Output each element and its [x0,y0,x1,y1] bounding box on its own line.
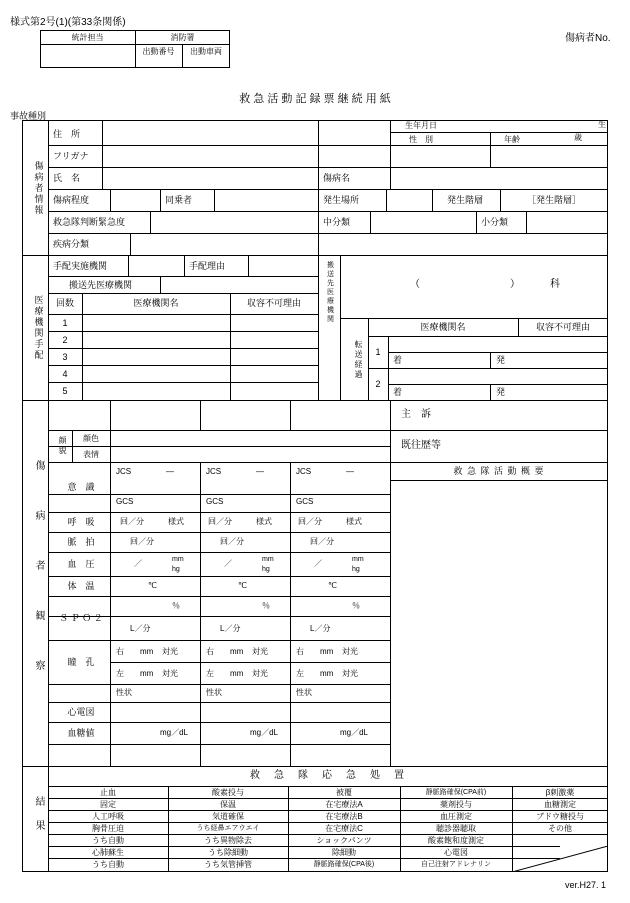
treatment-item[interactable]: 心肺蘇生 [92,847,124,857]
pupil-left-3: 左 [296,669,304,678]
pupil-label: 瞳 孔 [67,656,95,667]
divider [48,744,390,745]
arrive-label-1: 着 [393,355,403,365]
divider [110,662,390,663]
pupil-right-3: 右 [296,647,304,656]
resp-unit-3: 回／分 [298,517,322,526]
medical-side-label: 医療機関手配 [33,295,44,361]
birth-suffix: 生 [598,120,606,129]
property-1: 性状 [116,688,132,697]
patient-info-side-label: 傷病者情報 [33,160,44,216]
o2-unit-2: L／分 [220,624,241,633]
divider [390,167,391,189]
transfer-no-accept-reason-label: 収容不可理由 [535,322,590,332]
treatment-item[interactable]: β刺激薬 [545,787,575,797]
pupil-reaction-l3: 対光 [342,669,358,678]
arrangement-label: 手配実施機関 [53,260,108,271]
divider [290,400,291,430]
furigana-label: フリガナ [53,150,89,161]
bp-unit-top-1: mm [172,556,184,563]
treatment-item[interactable]: 保温 [220,799,236,809]
treatment-item[interactable]: 心電図 [444,847,468,857]
institution-name-label: 医療機関名 [133,298,179,308]
bp-slash-3: ／ [314,559,322,568]
divider [48,430,608,431]
bp-unit-bottom-1: hg [172,566,180,573]
medical-row-num: 2 [62,334,68,345]
treatment-item[interactable]: うち気管挿管 [204,859,252,869]
o2-unit-1: L／分 [130,624,151,633]
pupil-left-1: 左 [116,669,124,678]
temp-unit-2: ℃ [238,581,247,590]
divider [318,120,319,255]
face-color-label: 顔色 [83,433,99,443]
divider [200,462,201,766]
pupil-right-2: 右 [206,647,214,656]
treatment-item[interactable]: うち自動 [92,859,124,869]
divider [110,189,111,211]
divider [110,400,111,430]
severity-label: 傷病程度 [53,194,90,205]
address-label: 住 所 [53,128,81,139]
treatment-title: 救 急 隊 応 急 処 置 [250,770,406,781]
treatment-item[interactable]: ショックパンツ [316,835,372,845]
pupil-mm-3: mm [320,647,334,656]
divider [200,400,201,430]
divider [214,189,215,211]
spo2-unit-1: ％ [172,601,180,610]
medical-row-num: 4 [62,368,68,379]
transport-dest-label: 搬送先医療機関 [69,279,133,290]
treatment-item[interactable]: 被覆 [336,787,352,797]
jcs-label-2: JCS [206,467,222,476]
patient-number-label: 傷病者No. [565,33,611,44]
treatment-item[interactable]: 酸素飽和度測定 [428,835,484,845]
divider [40,44,135,45]
crossout-diagonal [512,846,608,872]
pupil-reaction-2: 対光 [252,647,268,656]
observation-side-label: 傷病者観察 [33,460,44,710]
pulse-unit-2: 回／分 [220,537,244,546]
bs-unit-1: mg／dL [160,728,189,737]
property-3: 性状 [296,688,312,697]
sex-label: 性 別 [409,135,433,144]
bp-unit-top-3: mm [352,556,364,563]
treatment-item[interactable]: 静脈路確保(CPA前) [425,789,487,796]
divider [390,120,391,167]
medical-row-num: 1 [62,317,68,328]
dispatch-no-label: 出動番号 [142,47,175,56]
gcs-label-3: GCS [296,497,314,506]
divider [150,211,151,233]
onset-floor-bracket-label: ［発生階層］ [526,194,581,205]
resp-unit-1: 回／分 [120,517,144,526]
divider [110,430,111,462]
divider [48,684,390,685]
birth-label: 生年月日 [405,121,437,130]
pupil-mm-l2: mm [230,669,244,678]
divider [390,480,608,481]
pupil-reaction-l1: 対光 [162,669,178,678]
treatment-item[interactable]: 聴診器聴取 [436,823,476,833]
divider [290,462,291,766]
onset-floor-label: 発生階層 [446,194,483,205]
jcs-label-3: JCS [296,467,312,476]
resp-unit-2: 回／分 [208,517,232,526]
treatment-item[interactable]: 在宅療法B [325,811,363,821]
pupil-reaction-l2: 対光 [252,669,268,678]
mid-class-label: 中分類 [323,216,351,227]
age-label: 年齢 [504,135,520,144]
dest-vertical-label: 搬送先医療機関 [326,261,334,324]
pupil-reaction-1: 対光 [162,647,178,656]
medical-row-num: 3 [62,351,68,362]
divider [476,211,477,233]
bp-unit-bottom-3: hg [352,566,360,573]
pulse-label: 脈 拍 [67,536,95,547]
resp-pattern-3: 様式 [346,517,362,526]
divider [370,211,371,233]
transfer-institution-name-label: 医療機関名 [420,322,466,332]
bp-slash-1: ／ [134,559,142,568]
version-label: ver.H27. 1 [565,880,607,890]
resp-pattern-2: 様式 [256,517,272,526]
property-2: 性状 [206,688,222,697]
transfer-row-num: 1 [375,347,381,357]
pulse-unit-3: 回／分 [310,537,334,546]
respiration-label: 呼 吸 [67,516,95,527]
transfer-row-num: 2 [375,379,381,389]
treatment-item[interactable]: 固定 [100,799,116,809]
divider [48,276,318,277]
disease-class-label: 疾病分類 [53,238,90,249]
divider [388,384,608,385]
treatment-item[interactable]: 血圧測定 [440,811,472,821]
arrive-label-2: 着 [393,387,403,397]
depart-label-1: 発 [496,355,506,365]
pupil-right-1: 右 [116,647,124,656]
divider [390,400,391,766]
divider [48,314,318,315]
divider [318,255,319,400]
form-title: 救 急 活 動 記 録 票 継 続 用 紙 [239,92,391,105]
dispatch-vehicle-label: 出動車両 [190,47,222,56]
treatment-item[interactable]: 静脈路確保(CPA後) [313,861,375,868]
bp-unit-bottom-2: hg [262,566,270,573]
treatment-item[interactable]: 在宅療法C [325,823,363,833]
treatment-item[interactable]: 止血 [100,787,116,797]
form-number: 様式第2号(1)(第33条関係) [10,17,126,28]
depart-label-2: 発 [496,387,506,397]
divider [490,384,491,400]
divider [128,255,129,276]
spo2-unit-3: ％ [352,601,360,610]
divider [48,382,318,383]
consciousness-label: 意 識 [67,481,95,492]
divider [248,255,249,276]
transfer-vertical-label: 転送経過 [354,340,363,380]
pupil-reaction-3: 対光 [342,647,358,656]
treatment-item[interactable]: うち自動 [92,835,124,845]
divider [110,462,111,766]
accident-type-label: 事故種別 [10,111,47,121]
medical-row-num: 5 [62,385,68,396]
pupil-mm-l3: mm [320,669,334,678]
divider [48,348,318,349]
name-label: 氏 名 [53,172,81,183]
pulse-unit-1: 回／分 [130,537,154,546]
expression-label: 表情 [83,449,99,459]
arrangement-reason-label: 手配理由 [189,260,226,271]
gcs-label-1: GCS [116,497,134,506]
pupil-mm-1: mm [140,647,154,656]
bp-label: 血 圧 [67,558,95,569]
divider [48,120,49,255]
blood-sugar-label: 血糖値 [67,727,95,738]
appearance-label: 顔貌 [58,436,67,456]
chief-complaint-label: 主 訴 [401,409,431,420]
divider [160,276,161,293]
bp-slash-2: ／ [224,559,232,568]
divider [526,211,527,233]
treatment-item[interactable]: 在宅療法A [325,799,363,809]
divider [490,132,491,167]
onset-place-label: 発生場所 [323,194,360,205]
treatment-item[interactable]: ブドウ糖投与 [536,811,584,821]
injury-name-label: 傷病名 [323,172,351,183]
treatment-item[interactable]: 胸骨圧迫 [92,823,124,833]
result-side-label: 結果 [33,796,44,844]
divider [368,368,608,369]
divider [184,255,185,276]
divider [368,336,608,337]
divider [160,189,161,211]
dept-open: （ [410,279,420,290]
pupil-mm-2: mm [230,647,244,656]
treatment-item[interactable]: 除細動 [332,847,356,857]
ecg-label: 心電図 [67,706,95,717]
resp-pattern-1: 様式 [168,517,184,526]
treatment-item[interactable]: うち除細動 [208,847,248,857]
treatment-item[interactable]: その他 [548,823,572,833]
divider [48,365,318,366]
temp-unit-3: ℃ [328,581,337,590]
spo2-unit-2: ％ [262,601,270,610]
pupil-mm-l1: mm [140,669,154,678]
history-label: 既往歴等 [401,440,441,451]
divider [388,352,608,353]
bp-unit-top-2: mm [262,556,274,563]
divider [22,255,608,256]
jcs-dash-1: — [166,467,174,476]
treatment-item[interactable]: 血糖測定 [544,799,576,809]
jcs-label-1: JCS [116,467,132,476]
gcs-label-2: GCS [206,497,224,506]
treatment-item[interactable]: うち異物除去 [204,835,252,845]
temp-unit-1: ℃ [148,581,157,590]
bs-unit-3: mg／dL [340,728,369,737]
divider [340,255,341,400]
divider [102,120,103,189]
triage-label: 救急隊判断緊急度 [53,216,126,227]
divider [386,189,387,211]
divider [48,400,49,766]
fire-dept-label: 消防署 [170,33,195,42]
treatment-item[interactable]: 人工呼吸 [92,811,124,821]
treatment-item[interactable]: 気道確保 [212,811,244,821]
bs-unit-2: mg／dL [250,728,279,737]
pupil-left-2: 左 [206,669,214,678]
count-label: 回数 [55,298,74,308]
age-unit: 歳 [574,133,582,142]
divider [490,352,491,368]
divider [432,189,433,211]
dept-label: 科 [550,279,560,290]
no-accept-reason-label: 収容不可理由 [246,298,301,308]
spo2-label: Ｓ Ｐ Ｏ ２ [59,612,103,623]
dept-close: ） [510,279,520,290]
activity-summary-label: 救 急 隊 活 動 概 要 [453,466,545,476]
companion-label: 同乗者 [165,194,193,205]
treatment-item[interactable]: 薬剤投与 [440,799,472,809]
treatment-item[interactable]: 自己注射アドレナリン [421,861,491,868]
jcs-dash-3: — [346,467,354,476]
divider [48,331,318,332]
small-class-label: 小分類 [481,216,509,227]
treatment-item[interactable]: 酸素投与 [212,787,244,797]
treatment-item[interactable]: うち経鼻エアウエイ [196,825,260,832]
temp-label: 体 温 [67,580,95,591]
stats-label: 統計担当 [71,33,104,42]
divider [130,233,131,255]
divider [48,233,608,234]
jcs-dash-2: — [256,467,264,476]
o2-unit-3: L／分 [310,624,331,633]
